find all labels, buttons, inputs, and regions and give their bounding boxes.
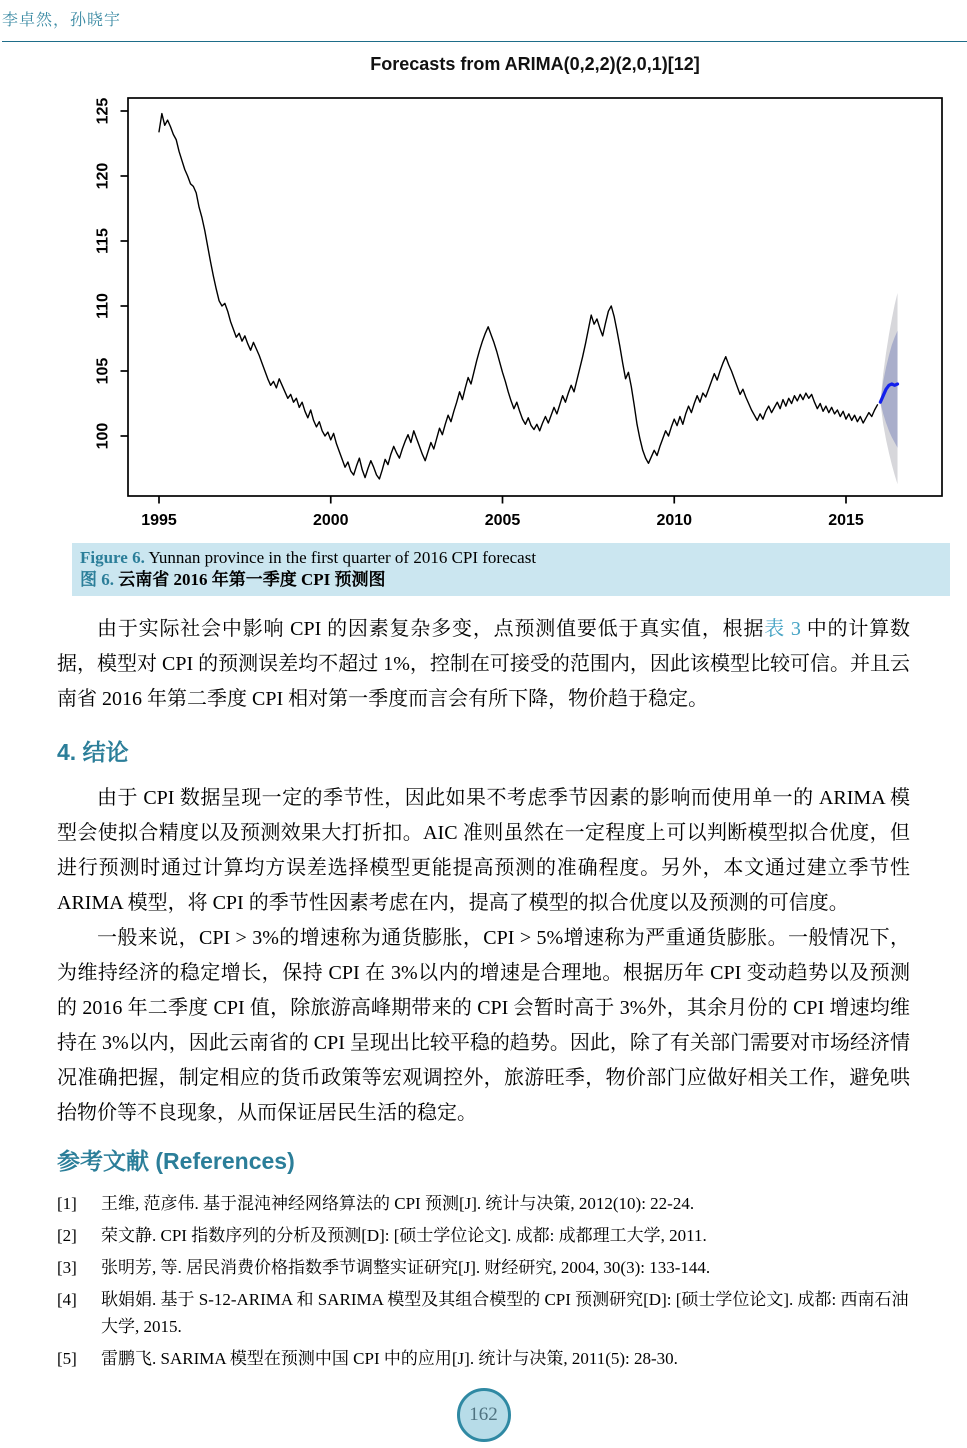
reference-item bbox=[57, 1286, 910, 1340]
paragraph-forecast-discussion bbox=[57, 612, 910, 717]
y-axis-label: 115 bbox=[94, 228, 112, 254]
x-axis-label: 2015 bbox=[828, 512, 864, 529]
figure-caption-label-en: Figure 6. bbox=[80, 548, 145, 567]
chart-title: Forecasts from ARIMA(0,2,2)(2,0,1)[12] bbox=[370, 54, 700, 74]
reference-text: 雷鹏飞. SARIMA 模型在预测中国 CPI 中的应用[J]. 统计与决策, 2011(5): 28-30. bbox=[101, 1349, 678, 1368]
figure-caption-english bbox=[80, 547, 942, 569]
figure-caption-text-en: Yunnan province in the first quarter of 2016 CPI forecast bbox=[144, 548, 537, 567]
figure-caption bbox=[72, 543, 950, 596]
header-divider bbox=[2, 41, 967, 42]
figure-caption-text-cn: 云南省 2016 年第一季度 CPI 预测图 bbox=[114, 570, 386, 589]
plot-box bbox=[128, 98, 942, 496]
figure-caption-chinese bbox=[80, 569, 942, 591]
y-axis-label: 120 bbox=[94, 162, 112, 190]
reference-text: 耿娟娟. 基于 S-12-ARIMA 和 SARIMA 模型及其组合模型的 CPI 预测研究[D]: [硕士学位论文]. 成都: 西南石油大学, 2015. bbox=[101, 1290, 909, 1336]
article-body bbox=[57, 612, 910, 1372]
page-number-badge: 162 bbox=[457, 1388, 511, 1442]
section-heading-conclusion: 4. 结论 bbox=[57, 739, 129, 765]
page-header bbox=[0, 0, 967, 42]
reference-number: [1] bbox=[57, 1194, 77, 1213]
observed-cpi-monthly-line bbox=[159, 114, 877, 479]
y-axis-label: 110 bbox=[94, 293, 112, 319]
x-axis-label: 2000 bbox=[312, 512, 349, 529]
reference-number: [2] bbox=[57, 1226, 77, 1245]
reference-number: [3] bbox=[57, 1258, 77, 1277]
reference-item bbox=[57, 1254, 910, 1281]
reference-item bbox=[57, 1190, 910, 1217]
x-axis-label: 2005 bbox=[484, 512, 521, 529]
x-axis-label: 2010 bbox=[656, 512, 693, 529]
reference-item bbox=[57, 1222, 910, 1249]
paragraph-conclusion-2: 一般来说，CPI > 3%的增速称为通货膨胀，CPI > 5%增速称为严重通货膨胀。一般情况下，为维持经济的稳定增长，保持 CPI 在 3%以内的增速是合理地。根据历年 CPI 变动趋势以及预测的 2016 年二季度 CPI 值，除旅游高峰期带来的 CPI 会暂时高于 3%外，其余月份的 CPI 增速均维持在 3%以内，因此云南省的 CPI 呈现出比较平稳的趋势。因此，除了有关部门需要对市场经济情况准确把握，制定相应的货币政策等宏观调控外，旅游旺季，物价部门应做好相关工作，避免哄抬物价等不良现象，从而保证居民生活的稳定。 bbox=[57, 927, 910, 1124]
paragraph-text: 中的计算数据，模型对 CPI 的预测误差均不超过 1%，控制在可接受的范围内，因此该模型比较可信。并且云南省 2016 年第二季度 CPI 相对第一季度而言会有所下降，物价趋于稳定。 bbox=[57, 618, 911, 710]
y-axis-label: 100 bbox=[94, 422, 112, 450]
reference-text: 荣文静. CPI 指数序列的分析及预测[D]: [硕士学位论文]. 成都: 成都理工大学, 2011. bbox=[101, 1226, 707, 1245]
figure-caption-label-cn: 图 6. bbox=[80, 570, 114, 589]
table-3-link[interactable]: 表 3 bbox=[764, 618, 801, 640]
section-heading-references: 参考文献 (References) bbox=[57, 1148, 295, 1174]
paragraph-conclusion-1: 由于 CPI 数据呈现一定的季节性，因此如果不考虑季节因素的影响而使用单一的 ARIMA 模型会使拟合精度以及预测效果大打折扣。AIC 准则虽然在一定程度上可以判断模型拟合优度，但进行预测时通过计算均方误差选择模型更能提高预测的准确程度。另外，本文通过建立季节性 ARIMA 模型，将 CPI 的季节性因素考虑在内，提高了模型的拟合优度以及预测的可信度。 bbox=[57, 787, 910, 914]
page-header-authors: 李卓然，孙晓宇 bbox=[2, 12, 122, 29]
chart-plot-area bbox=[0, 77, 967, 537]
y-axis-label: 105 bbox=[94, 357, 112, 385]
reference-item bbox=[57, 1345, 910, 1372]
reference-number: [4] bbox=[57, 1290, 77, 1309]
y-axis-label: 125 bbox=[94, 97, 112, 125]
reference-text: 王维, 范彦伟. 基于混沌神经网络算法的 CPI 预测[J]. 统计与决策, 2012(10): 22-24. bbox=[101, 1194, 695, 1213]
reference-number: [5] bbox=[57, 1349, 77, 1368]
x-axis-label: 1995 bbox=[141, 512, 177, 529]
reference-text: 张明芳, 等. 居民消费价格指数季节调整实证研究[J]. 财经研究, 2004, 30(3): 133-144. bbox=[101, 1258, 711, 1277]
cpi-forecast-figure bbox=[0, 54, 967, 537]
references-list bbox=[57, 1190, 910, 1372]
paragraph-text: 由于实际社会中影响 CPI 的因素复杂多变，点预测值要低于真实值，根据 bbox=[97, 618, 765, 640]
